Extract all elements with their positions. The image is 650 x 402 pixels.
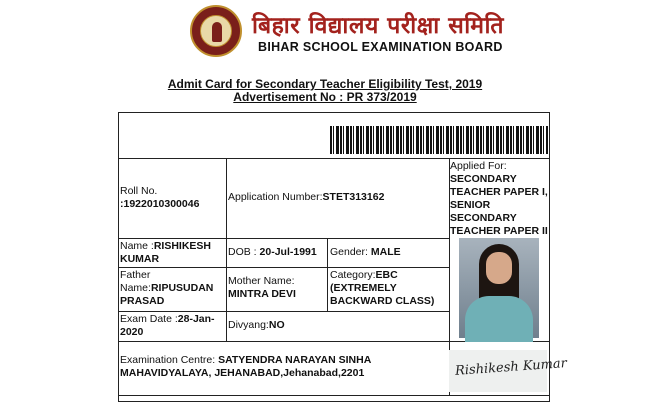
roll-number-cell <box>120 185 224 211</box>
advertisement-number: Advertisement No : PR 373/2019 <box>233 90 417 104</box>
board-logo <box>190 5 242 57</box>
father-name-label: Father Name: <box>120 269 151 294</box>
mother-name-cell <box>228 275 328 301</box>
applied-for-value: SECONDARY TEACHER PAPER I, SENIOR SECONDARY TEACHER PAPER II <box>450 173 548 237</box>
roll-number-label: Roll No. <box>120 185 158 197</box>
applied-for-label: Applied For: <box>450 160 507 172</box>
name-label: Name : <box>120 240 154 252</box>
category-cell <box>330 269 448 308</box>
exam-date-label: Exam Date : <box>120 313 178 325</box>
category-value: EBC (EXTREMELY BACKWARD CLASS) <box>330 269 435 307</box>
category-label: Category: <box>330 269 376 281</box>
candidate-signature <box>449 350 568 392</box>
examination-centre-label: Examination Centre: <box>120 354 219 366</box>
logo-emblem-icon <box>200 15 232 47</box>
dob-label: DOB : <box>228 246 260 258</box>
roll-number-value: :1922010300046 <box>120 198 200 210</box>
divyang-cell <box>228 319 328 332</box>
name-cell <box>120 240 224 266</box>
mother-name-label: Mother Name: <box>228 275 295 287</box>
divyang-label: Divyang: <box>228 319 269 331</box>
board-title-hindi: बिहार विद्यालय परीक्षा समिति <box>252 13 505 39</box>
divyang-value: NO <box>268 319 285 331</box>
barcode <box>330 126 548 154</box>
application-number-label: Application Number: <box>228 191 323 203</box>
dob-cell <box>228 246 328 259</box>
application-number-cell <box>228 191 448 204</box>
board-title-english: BIHAR SCHOOL EXAMINATION BOARD <box>258 40 503 54</box>
examination-centre-value: SATYENDRA NARAYAN SINHA MAHAVIDYALAYA, JEHANABAD,Jehanabad,2201 <box>120 354 371 379</box>
father-name-cell <box>120 269 224 308</box>
gender-cell <box>330 246 448 259</box>
signature-text: Rishikesh Kumar <box>454 356 568 379</box>
application-number-value: STET313162 <box>322 191 385 203</box>
dob-value: 20-Jul-1991 <box>259 246 317 258</box>
candidate-photo <box>459 238 539 338</box>
applied-for-cell <box>450 160 548 238</box>
mother-name-value: MINTRA DEVI <box>228 288 296 300</box>
exam-date-value: 28-Jan-2020 <box>120 313 215 338</box>
father-name-value: RIPUSUDAN PRASAD <box>120 282 214 307</box>
gender-label: Gender: <box>330 246 371 258</box>
gender-value: MALE <box>370 246 401 258</box>
admit-card-title: Admit Card for Secondary Teacher Eligibility Test, 2019 <box>167 77 483 91</box>
exam-date-cell <box>120 313 224 339</box>
examination-centre-cell <box>120 354 446 380</box>
name-value: RISHIKESH KUMAR <box>120 240 212 265</box>
